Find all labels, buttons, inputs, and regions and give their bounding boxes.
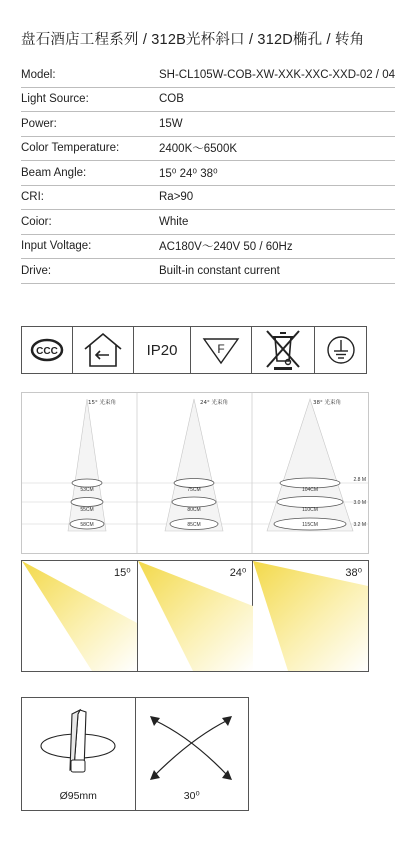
spec-value: 15W xyxy=(159,117,183,130)
spec-row xyxy=(21,63,395,88)
spec-label: Drive: xyxy=(21,264,52,277)
beam-diameter: 104CM xyxy=(301,487,319,493)
spec-value: 2400K～6500K xyxy=(159,143,238,156)
ccc-icon xyxy=(22,327,73,373)
beam-panel-38 xyxy=(253,561,368,671)
ground-icon xyxy=(315,327,366,373)
beam-spread-diagram xyxy=(21,392,369,554)
spec-table xyxy=(21,63,395,284)
dimension-panels xyxy=(21,697,249,811)
tilt-angle: 30⁰ xyxy=(183,790,200,802)
spec-value: SH-CL105W-COB-XW-XXK-XXC-XXD-02 / 04 xyxy=(158,68,395,81)
beam-angle-panels xyxy=(21,560,369,672)
beam-panel-15 xyxy=(22,561,138,671)
beam-angle-label: 24° 光束角 xyxy=(200,400,228,406)
spec-label: Input Voltage: xyxy=(21,240,92,253)
spec-value: Built-in constant current xyxy=(159,264,280,277)
spec-row xyxy=(21,210,395,235)
beam-angle-label: 38° 光束角 xyxy=(313,400,341,406)
weee-bin-icon xyxy=(252,327,315,373)
spec-row xyxy=(21,259,395,284)
beam-diameter: 80CM xyxy=(187,507,201,513)
spec-label: Coior: xyxy=(21,215,52,228)
spec-row xyxy=(21,137,395,162)
distance-label: 2.8 M xyxy=(353,477,366,483)
beam-diameter: 58CM xyxy=(80,522,94,528)
page-title: 盘石酒店工程系列 / 312B光杯斜口 / 312D椭孔 / 转角 xyxy=(21,32,365,48)
beam-diameter: 55CM xyxy=(80,507,94,513)
spec-value: White xyxy=(159,215,189,228)
distance-label: 3.0 M xyxy=(353,500,366,506)
ip20-icon xyxy=(134,327,191,373)
spec-label: Power: xyxy=(21,117,57,130)
spec-label: Beam Angle: xyxy=(21,166,87,179)
spec-label: Model: xyxy=(21,68,56,81)
ccc-text: CCC xyxy=(36,346,58,357)
tilt-panel xyxy=(136,698,249,810)
beam-diameter: 115CM xyxy=(302,522,318,528)
cutout-diagram-icon xyxy=(22,698,135,788)
f-mark-icon xyxy=(191,327,252,373)
distance-label: 3.2 M xyxy=(353,522,366,528)
spec-value: AC180V～240V 50 / 60Hz xyxy=(159,241,293,254)
cutout-panel xyxy=(22,698,136,810)
beam-diameter: 110CM xyxy=(302,507,318,513)
spec-row xyxy=(21,161,395,186)
beam-angle-label: 15° 光束角 xyxy=(88,400,116,406)
spec-row xyxy=(21,235,395,260)
beam-panel-24 xyxy=(138,561,254,671)
spec-label: Color Temperature: xyxy=(21,142,120,155)
f-mark-text: F xyxy=(217,342,225,356)
spec-value: 15⁰ 24⁰ 38⁰ xyxy=(159,167,218,180)
certification-icon-bar xyxy=(21,326,367,374)
indoor-use-icon xyxy=(73,327,134,373)
spec-row xyxy=(21,186,395,211)
cutout-diameter: Ø95mm xyxy=(59,790,97,802)
beam-diameter: 85CM xyxy=(187,522,201,528)
ip-rating: IP20 xyxy=(146,341,178,359)
spec-label: CRI: xyxy=(21,191,44,204)
spec-row xyxy=(21,112,395,137)
rotation-arrows-icon xyxy=(136,698,249,788)
spec-value: COB xyxy=(159,93,184,106)
spec-row xyxy=(21,88,395,113)
beam-angle-38: 38⁰ xyxy=(345,567,363,579)
beam-angle-15: 15⁰ xyxy=(114,567,131,579)
beam-diameter: 53CM xyxy=(80,487,94,493)
spec-value: Ra>90 xyxy=(159,191,194,204)
beam-angle-24: 24⁰ xyxy=(229,567,247,579)
beam-diameter: 75CM xyxy=(187,487,201,493)
spec-label: Light Source: xyxy=(21,93,89,106)
